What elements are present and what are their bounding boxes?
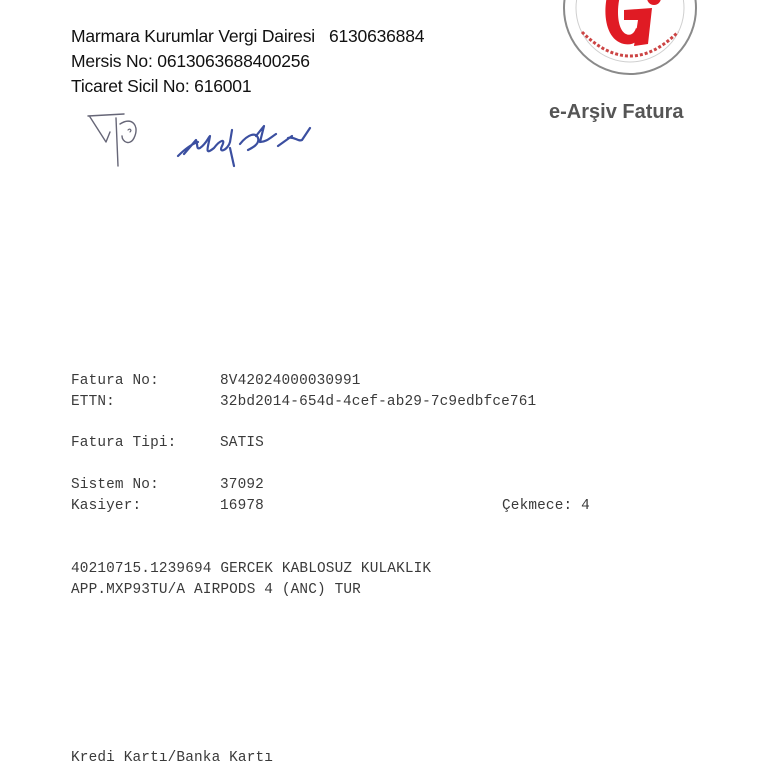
ettn-label: ETTN: bbox=[71, 394, 115, 410]
fatura-tipi-value: SATIS bbox=[220, 435, 264, 451]
trade-registry-value: 616001 bbox=[194, 76, 252, 96]
signature-icon bbox=[80, 108, 320, 178]
trade-registry-line bbox=[71, 76, 251, 97]
mersis-label: Mersis No: bbox=[71, 51, 153, 71]
fatura-no-label: Fatura No: bbox=[71, 373, 159, 389]
ettn-value: 32bd2014-654d-4cef-ab29-7c9edbfce761 bbox=[220, 394, 537, 410]
ettn-row bbox=[71, 394, 536, 410]
item-line-1: 40210715.1239694 GERCEK KABLOSUZ KULAKLIK bbox=[71, 561, 432, 577]
mersis-line bbox=[71, 51, 310, 72]
mersis-value: 0613063688400256 bbox=[157, 51, 310, 71]
cekmece-value: 4 bbox=[581, 498, 590, 514]
cekmece-field bbox=[502, 498, 590, 514]
fatura-tipi-row bbox=[71, 435, 264, 451]
sistem-no-value: 37092 bbox=[220, 477, 264, 493]
document-title: e-Arşiv Fatura bbox=[549, 101, 684, 123]
sistem-no-label: Sistem No: bbox=[71, 477, 159, 493]
fatura-no-row bbox=[71, 373, 361, 389]
tax-number: 6130636884 bbox=[328, 26, 425, 46]
fatura-tipi-label: Fatura Tipi: bbox=[71, 435, 177, 451]
trade-registry-label: Ticaret Sicil No: bbox=[71, 76, 190, 96]
payment-method: Kredi Kartı/Banka Kartı bbox=[71, 750, 274, 766]
cekmece-label: Çekmece: bbox=[502, 498, 573, 514]
tax-office-label: Marmara Kurumlar Vergi Dairesi bbox=[71, 26, 315, 46]
gib-seal-icon bbox=[562, 0, 698, 76]
fatura-no-value: 8V42024000030991 bbox=[220, 373, 361, 389]
sistem-no-row bbox=[71, 477, 264, 493]
tax-office-line bbox=[71, 26, 424, 47]
kasiyer-label: Kasiyer: bbox=[71, 498, 142, 514]
item-line-2: APP.MXP93TU/A AIRPODS 4 (ANC) TUR bbox=[71, 582, 361, 598]
kasiyer-value: 16978 bbox=[220, 498, 264, 514]
kasiyer-row bbox=[71, 498, 264, 514]
